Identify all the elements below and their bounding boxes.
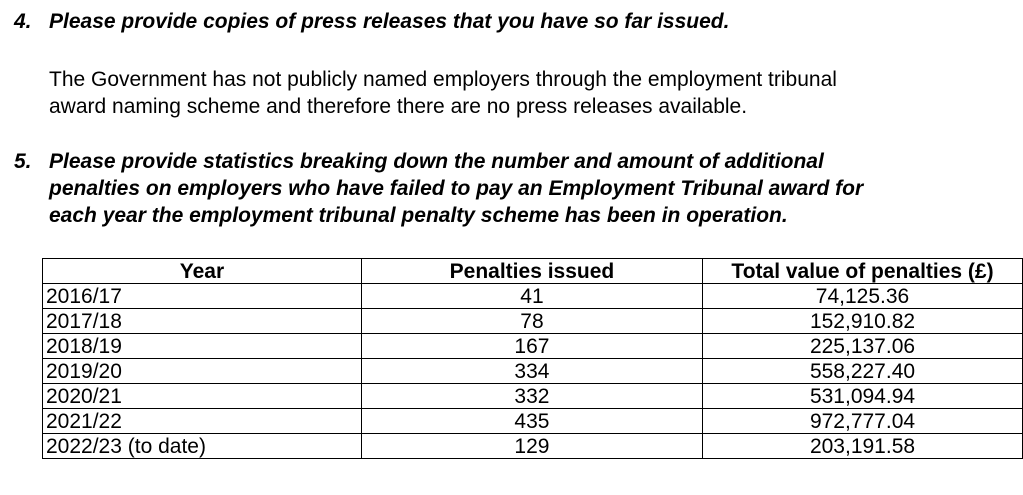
cell-year: 2022/23 (to date) xyxy=(43,434,362,459)
question-4-line: Please provide copies of press releases that you have so far issued. xyxy=(49,10,730,33)
cell-value: 558,227.40 xyxy=(703,359,1023,384)
answer-4-line: award naming scheme and therefore there are no press releases available. xyxy=(49,95,748,118)
cell-year: 2018/19 xyxy=(43,334,362,359)
cell-penalties: 334 xyxy=(361,359,702,384)
cell-penalties: 435 xyxy=(361,409,702,434)
cell-penalties: 129 xyxy=(361,434,702,459)
table-row xyxy=(43,434,1023,459)
question-5-line: penalties on employers who have failed to pay an Employment Tribunal award for xyxy=(49,177,864,200)
question-5-line: Please provide statistics breaking down the number and amount of additional xyxy=(49,150,824,173)
question-5-number: 5. xyxy=(14,150,32,173)
cell-value: 203,191.58 xyxy=(703,434,1023,459)
penalties-table xyxy=(42,258,1023,459)
question-4-text xyxy=(49,8,729,35)
cell-penalties: 167 xyxy=(361,334,702,359)
question-5-text xyxy=(49,148,863,229)
cell-penalties: 41 xyxy=(361,284,702,309)
cell-value: 225,137.06 xyxy=(703,334,1023,359)
question-5-line: each year the employment tribunal penalty scheme has been in operation. xyxy=(49,204,788,227)
cell-value: 152,910.82 xyxy=(703,309,1023,334)
table-row xyxy=(43,409,1023,434)
cell-year: 2020/21 xyxy=(43,384,362,409)
cell-value: 74,125.36 xyxy=(703,284,1023,309)
header-total-value: Total value of penalties (£) xyxy=(703,259,1023,284)
cell-year: 2019/20 xyxy=(43,359,362,384)
cell-penalties: 78 xyxy=(361,309,702,334)
table-row xyxy=(43,309,1023,334)
cell-year: 2016/17 xyxy=(43,284,362,309)
cell-value: 531,094.94 xyxy=(703,384,1023,409)
table-row xyxy=(43,284,1023,309)
table-row xyxy=(43,359,1023,384)
header-penalties-issued: Penalties issued xyxy=(361,259,702,284)
cell-year: 2021/22 xyxy=(43,409,362,434)
question-4-number: 4. xyxy=(14,10,32,33)
cell-year: 2017/18 xyxy=(43,309,362,334)
cell-penalties: 332 xyxy=(361,384,702,409)
header-year: Year xyxy=(43,259,362,284)
answer-4 xyxy=(49,66,837,120)
table-row xyxy=(43,384,1023,409)
table-header-row xyxy=(43,259,1023,284)
answer-4-line: The Government has not publicly named employers through the employment tribunal xyxy=(49,68,837,91)
table-row xyxy=(43,334,1023,359)
cell-value: 972,777.04 xyxy=(703,409,1023,434)
